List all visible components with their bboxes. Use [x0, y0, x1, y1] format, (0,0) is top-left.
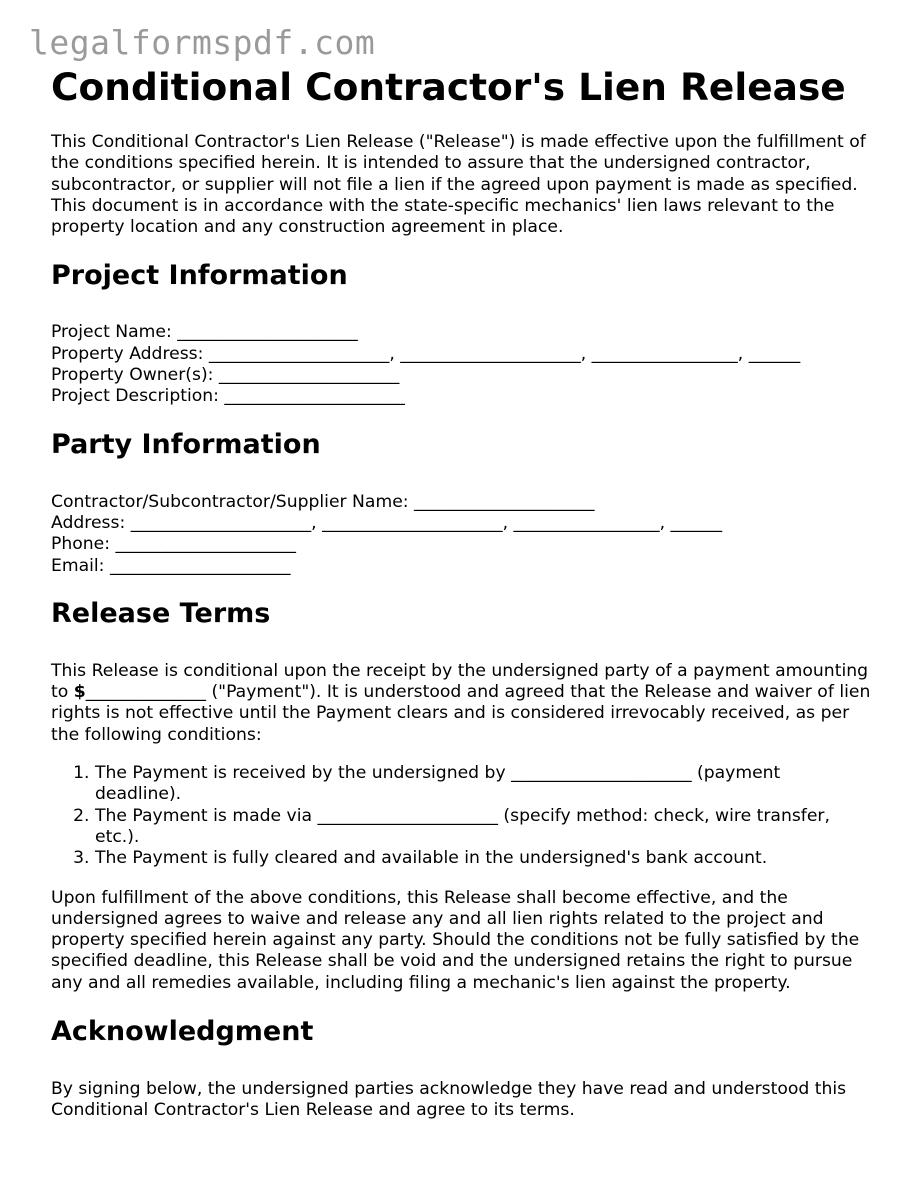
party-address-field: Address: _____________________, _____________________, _________________, ______ [51, 512, 723, 533]
project-name-field: Project Name: _____________________ [51, 322, 358, 343]
project-description-field: Project Description: _____________________ [51, 386, 405, 407]
acknowledgment-heading: Acknowledgment [51, 1016, 314, 1048]
conditions-list [51, 763, 871, 869]
intro-paragraph: This Conditional Contractor's Lien Release ("Release") is made effective upon the fulfillment of the conditions specified herein. It is intended to assure that the undersigned contractor, subcontractor, or supplier will not file a lien if the agreed upon payment is made as specified. This document is in accordance with the state-specific mechanics' lien laws relevant to the property location and any construction agreement in place. [51, 132, 866, 238]
payment-amount-symbol: $ [73, 682, 86, 703]
email-field: Email: _____________________ [51, 555, 291, 576]
acknowledgment-paragraph: By signing below, the undersigned parties acknowledge they have read and understood this Conditional Contractor's Lien Release and agree to its terms. [51, 1079, 847, 1121]
condition-item: 2. The Payment is made via _____________________ (specify method: check, wire transfer, etc.). [95, 806, 871, 849]
condition-item: 3. The Payment is fully cleared and available in the undersigned's bank account. [95, 848, 871, 869]
release-effect-paragraph: Upon fulfillment of the above conditions, this Release shall become effective, and the undersigned agrees to waive and release any and all lien rights related to the project and property specified herein against any party. Should the conditions not be fully satisfied by the specified deadline, this Release shall be void and the undersigned retains the right to pursue any and all remedies available, including filing a mechanic's lien against the property. [51, 887, 860, 993]
release-terms-paragraph [51, 661, 871, 746]
property-address-field: Property Address: _____________________, _____________________, _________________, ______ [51, 343, 801, 364]
release-text-before-amount: This Release is conditional upon the receipt by the undersigned party of a payment amounting to [51, 660, 869, 703]
document-page [51, 62, 871, 1122]
party-information-fields [51, 492, 871, 577]
watermark-text: legalformspdf.com [29, 23, 376, 62]
project-information-fields [51, 322, 871, 407]
contractor-name-field: Contractor/Subcontractor/Supplier Name: _____________________ [51, 491, 595, 512]
document-title: Conditional Contractor's Lien Release [51, 65, 846, 109]
project-information-heading: Project Information [51, 260, 348, 292]
property-owners-field: Property Owner(s): _____________________ [51, 365, 400, 386]
condition-item: 1. The Payment is received by the undersigned by _____________________ (payment deadline). [95, 763, 871, 806]
release-text-after-amount: ______________ ("Payment"). It is understood and agreed that the Release and waiver of lien rights is not effective until the Payment clears and is considered irrevocably received, as per the following conditions: [51, 682, 871, 745]
release-terms-heading: Release Terms [51, 597, 271, 629]
party-information-heading: Party Information [51, 428, 321, 460]
phone-field: Phone: _____________________ [51, 534, 296, 555]
